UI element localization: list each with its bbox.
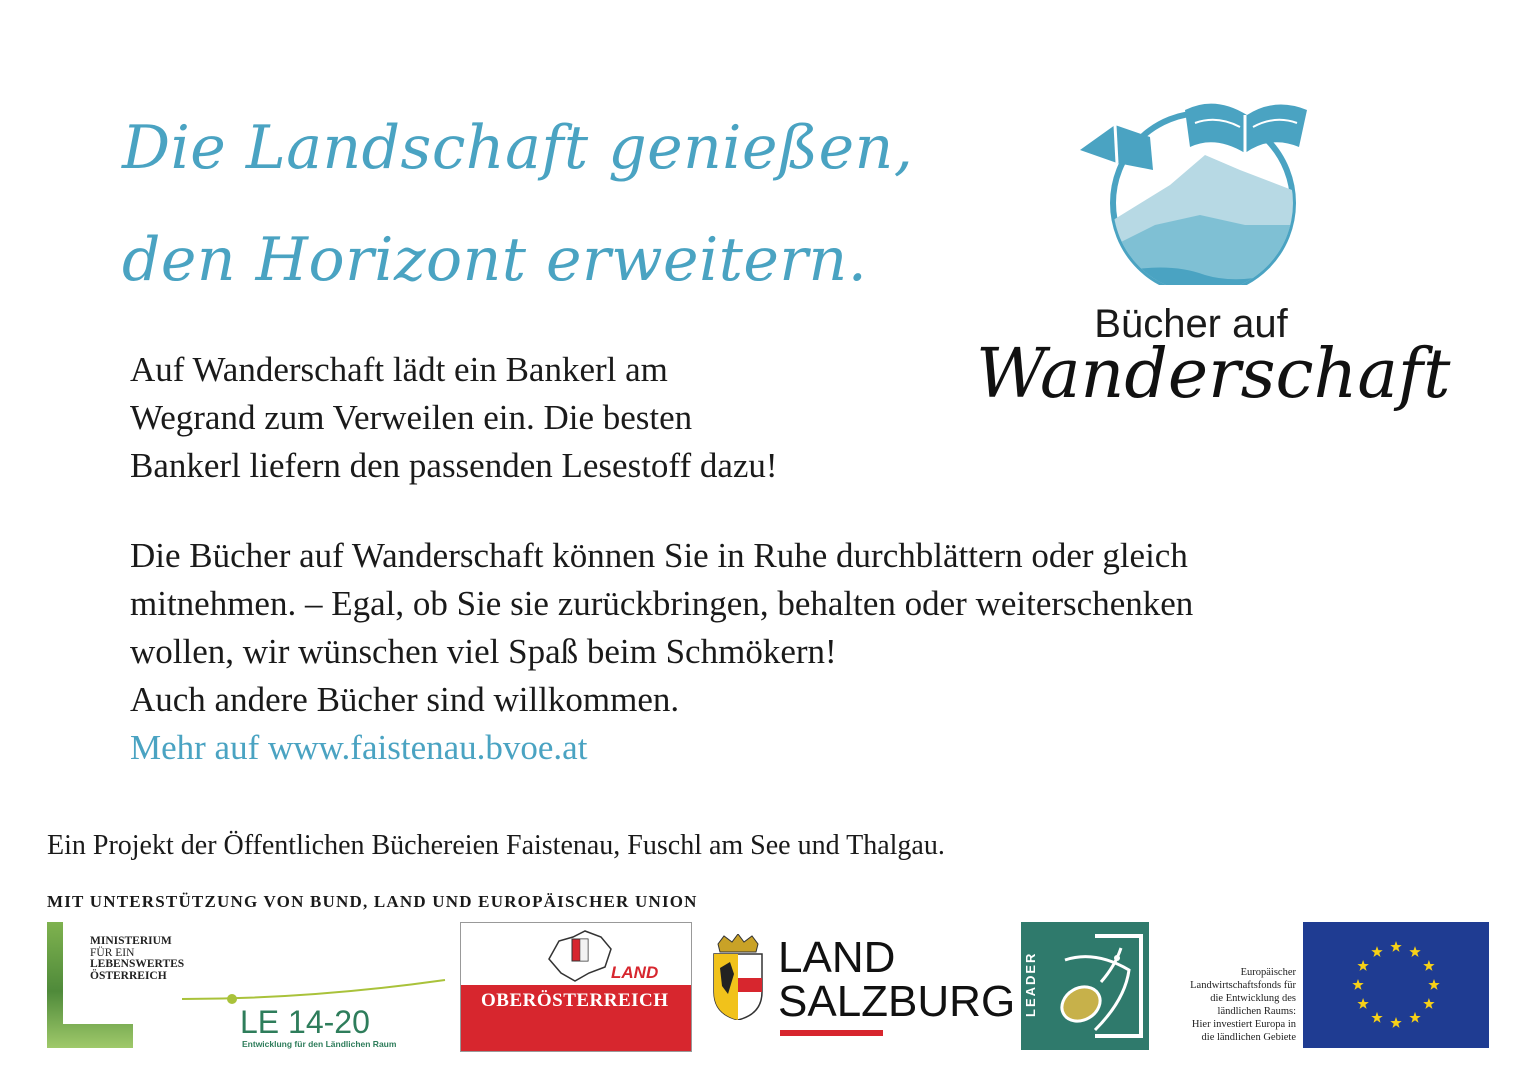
- leader-seed-icon: [1045, 930, 1145, 1042]
- ministry-line: MINISTERIUM: [90, 935, 172, 947]
- salzburg-name-label: SALZBURG: [778, 977, 1016, 1026]
- le-subtitle: Entwicklung für den Ländlichen Raum: [242, 1039, 397, 1049]
- books-mountain-logo-icon: [1075, 75, 1310, 285]
- website-link[interactable]: Mehr auf www.faistenau.bvoe.at: [130, 728, 588, 767]
- eu-fund-line: ländlichen Raums:: [1217, 1006, 1296, 1017]
- body-line: Die Bücher auf Wanderschaft können Sie in Ruhe durchblättern oder gleich: [130, 536, 1188, 575]
- ministry-line: LEBENSWERTES: [90, 958, 185, 970]
- eu-fund-line: Europäischer: [1240, 967, 1296, 978]
- intro-line: Auf Wanderschaft lädt ein Bankerl am: [130, 350, 668, 389]
- leader-logo: [1021, 922, 1149, 1050]
- salzburg-land-label: LAND: [778, 933, 896, 982]
- eu-fund-line: die ländlichen Gebiete: [1201, 1032, 1296, 1043]
- salzburg-red-bar: [780, 1030, 883, 1036]
- ooe-land-label: LAND: [611, 963, 659, 982]
- le-swoosh-icon: [180, 975, 448, 1005]
- support-note: MIT UNTERSTÜTZUNG VON BUND, LAND UND EUROPÄISCHER UNION: [47, 892, 698, 911]
- eu-fund-line: die Entwicklung des: [1210, 993, 1296, 1004]
- le-title: LE 14-20: [240, 1004, 370, 1040]
- ministry-text: [90, 936, 184, 982]
- brand-title-main: Wanderschaft: [976, 335, 1451, 414]
- intro-line: Bankerl liefern den passenden Lesestoff dazu!: [130, 446, 778, 485]
- body-paragraph: [130, 532, 1430, 724]
- body-line: wollen, wir wünschen viel Spaß beim Schmökern!: [130, 632, 837, 671]
- ministry-line: ÖSTERREICH: [90, 969, 167, 982]
- brand-title-top: Bücher auf: [1094, 302, 1288, 346]
- eu-fund-text: [1158, 966, 1296, 1044]
- eu-fund-line: Hier investiert Europa in: [1191, 1019, 1296, 1030]
- ooe-map-crest-icon: [545, 929, 615, 985]
- headline: [122, 92, 914, 316]
- intro-line: Wegrand zum Verweilen ein. Die besten: [130, 398, 693, 437]
- leader-label: LEADER: [1023, 951, 1038, 1017]
- eu-fund-line: Landwirtschaftsfonds für: [1190, 980, 1296, 991]
- intro-paragraph: [130, 346, 910, 490]
- salzburg-crest-icon: [710, 934, 766, 1020]
- ooe-name-label: OBERÖSTERREICH: [481, 990, 669, 1011]
- ooe-logo: [460, 922, 692, 1052]
- eu-flag-icon: [1303, 922, 1489, 1048]
- body-line: Auch andere Bücher sind willkommen.: [130, 680, 680, 719]
- headline-line-2: den Horizont erweitern.: [122, 225, 868, 295]
- headline-line-1: Die Landschaft genießen,: [122, 113, 914, 183]
- project-note: Ein Projekt der Öffentlichen Büchereien Faistenau, Fuschl am See und Thalgau.: [47, 830, 945, 861]
- body-line: mitnehmen. – Egal, ob Sie sie zurückbringen, behalten oder weiterschenken: [130, 584, 1194, 623]
- ministry-line: FÜR EIN: [90, 946, 135, 959]
